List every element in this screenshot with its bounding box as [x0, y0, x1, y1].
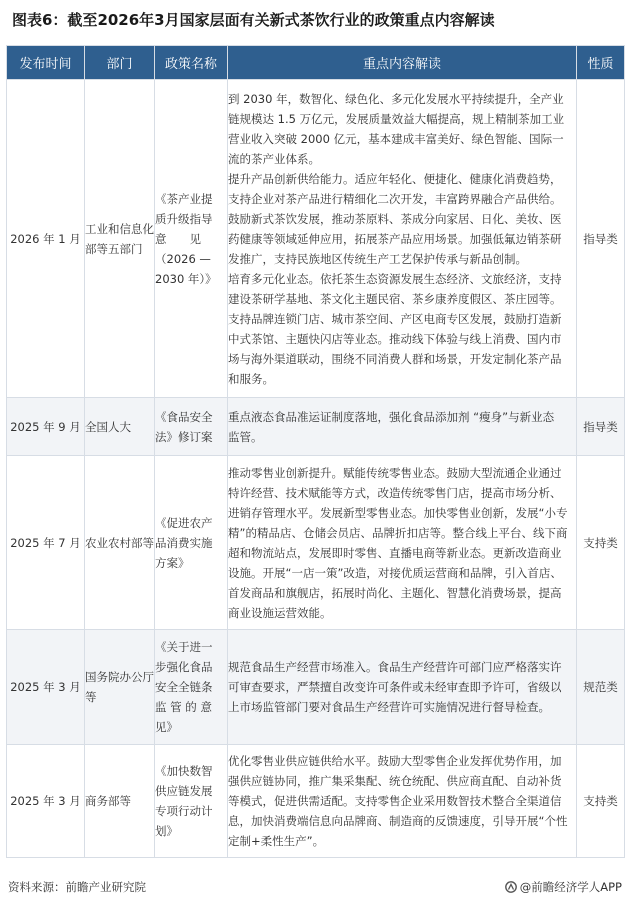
content-line: 强供应链协同，推广集采集配、统仓统配、供应商直配、自动补货	[228, 774, 562, 788]
content-line: 流的茶产业体系。	[228, 151, 320, 166]
cell-date: 2025 年 3 月	[7, 745, 85, 858]
content-line: 推动零售业创新提升。赋能传统零售业态。鼓励大型流通企业通过	[228, 465, 562, 480]
cell-date: 2025 年 7 月	[7, 456, 85, 630]
policy-name: 《茶产业提 质升级指导 意 见 （2026 — 2030 年）》	[155, 191, 217, 286]
content-line: 特许经营、技术赋能等方式，改造传统零售门店，提高市场分析、	[228, 485, 562, 500]
cell-content	[228, 630, 577, 745]
cell-content	[228, 745, 577, 858]
cell-dept: 农业农村部等	[85, 456, 155, 630]
brand-logo-icon	[505, 881, 517, 893]
cell-dept: 全国人大	[85, 398, 155, 456]
policy-name: 《食品安全 法》修订案	[155, 409, 213, 444]
content-line: 提升产品创新供给能力。适应年轻化、便捷化、健康化消费趋势，	[228, 171, 562, 186]
content-line: 监管。	[228, 429, 263, 444]
content-line: 上市场监管部门要对食品生产经营许可实施情况进行督导检查。	[228, 700, 550, 714]
brand-text: @前瞻经济学人APP	[519, 880, 622, 894]
header-dept: 部门	[85, 46, 155, 80]
cell-content	[228, 456, 577, 630]
content-line: 链规模达 1.5 万亿元，发展质量效益大幅提高，规上精制茶加工业	[228, 111, 565, 126]
content-line: 息，加快消费端信息向品牌商、制造商的反馈速度，引导开展“个性	[228, 814, 568, 828]
content-line: 规范食品生产经营市场准入。食品生产经营许可部门应严格落实许	[228, 660, 562, 674]
cell-policy	[155, 630, 228, 745]
content-line: 药健康等领域延伸应用，拓展茶产品应用场景。加强低氟边销茶研	[228, 231, 562, 246]
policy-name: 《促进农产 品消费实施 方案》	[155, 515, 213, 570]
page-title: 图表6：截至2026年3月国家层面有关新式茶饮行业的政策重点内容解读	[12, 11, 495, 29]
content-line: 支持品牌连锁门店、城市茶空间、产区电商专区发展，鼓励打造新	[228, 311, 562, 326]
cell-policy	[155, 745, 228, 858]
table-header-row	[7, 46, 625, 80]
cell-policy	[155, 80, 228, 398]
brand-credit	[505, 879, 622, 895]
source-note: 资料来源：前瞻产业研究院	[8, 880, 146, 894]
content-line: 培育多元化业态。依托茶生态资源发展生态经济、文旅经济，支持	[228, 271, 562, 286]
content-line: 支持企业对茶产品进行精细化二次开发，丰富跨界融合产品供给。	[228, 191, 562, 206]
content-line: 精”的精品店、仓储会员店、品牌折扣店等。整合线上平台、线下商	[228, 525, 568, 540]
header-content: 重点内容解读	[228, 46, 577, 80]
content-line: 中式茶馆、主题快闪店等业态。推动线下体验与线上消费、国内市	[228, 331, 562, 346]
policy-name: 《关于进一 步强化食品 安全全链条 监 管 的 意 见》	[155, 640, 213, 734]
content-line: 优化零售业供应链供给水平。鼓励大型零售企业发挥优势作用，加	[228, 754, 562, 768]
policy-name: 《加快数智 供应链发展 专项行动计 划》	[155, 764, 213, 838]
content-line: 建设茶研学基地、茶文化主题民宿、茶乡康养度假区、茶庄园等。	[228, 291, 562, 306]
policy-table	[6, 45, 625, 858]
content-line: 首发商品和旗舰店，拓展时尚化、主题化、智慧化消费场景，提高	[228, 585, 562, 600]
content-line: 鼓励新式茶饮发展，推动茶原料、茶成分向家居、日化、美妆、医	[228, 211, 562, 226]
content-line: 等模式，促进供需适配。支持零售企业采用数智技术整合全渠道信	[228, 794, 562, 808]
cell-date: 2025 年 3 月	[7, 630, 85, 745]
cell-policy	[155, 398, 228, 456]
table-row	[7, 80, 625, 398]
content-line: 营业收入突破 2000 亿元，基本建成丰富美好、绿色智能、国际一	[228, 131, 564, 146]
cell-content	[228, 80, 577, 398]
cell-date: 2025 年 9 月	[7, 398, 85, 456]
content-line: 和服务。	[228, 371, 274, 386]
cell-nature: 支持类	[577, 456, 625, 630]
cell-date: 2026 年 1 月	[7, 80, 85, 398]
header-policy: 政策名称	[155, 46, 228, 80]
content-line: 定制+柔性生产”。	[228, 834, 325, 848]
content-line: 重点液态食品准运证制度落地，强化食品添加剂 “瘦身”与新业态	[228, 409, 555, 424]
content-line: 场与海外渠道联动，围绕不同消费人群和场景，开发定制化茶产品	[228, 351, 562, 366]
table-row	[7, 745, 625, 858]
content-line: 发推广，支持民族地区传统生产工艺保护传承与新品创制。	[228, 251, 527, 266]
cell-dept: 商务部等	[85, 745, 155, 858]
content-line: 超和物流站点，发展即时零售、直播电商等新业态。更新改造商业	[228, 545, 562, 560]
table-row	[7, 398, 625, 456]
content-line: 可审查要求，严禁擅自改变许可条件或未经审查即予许可，省级以	[228, 680, 562, 694]
content-line: 商业设施运营效能。	[228, 605, 332, 620]
table-row	[7, 630, 625, 745]
cell-nature: 规范类	[577, 630, 625, 745]
cell-dept: 国务院办公厅等	[85, 630, 155, 745]
header-date: 发布时间	[7, 46, 85, 80]
cell-dept: 工业和信息化部等五部门	[85, 80, 155, 398]
cell-policy	[155, 456, 228, 630]
content-line: 进销存管理水平。发展新型零售业态。加快零售业创新，发展“小专	[228, 505, 568, 520]
cell-nature: 指导类	[577, 80, 625, 398]
cell-nature: 指导类	[577, 398, 625, 456]
content-line: 设施。开展“一店一策”改造，对接优质运营商和品牌，引入首店、	[228, 565, 562, 580]
header-nature: 性质	[577, 46, 625, 80]
cell-content	[228, 398, 577, 456]
table-row	[7, 456, 625, 630]
content-line: 到 2030 年，数智化、绿色化、多元化发展水平持续提升，全产业	[228, 91, 564, 106]
cell-nature: 支持类	[577, 745, 625, 858]
